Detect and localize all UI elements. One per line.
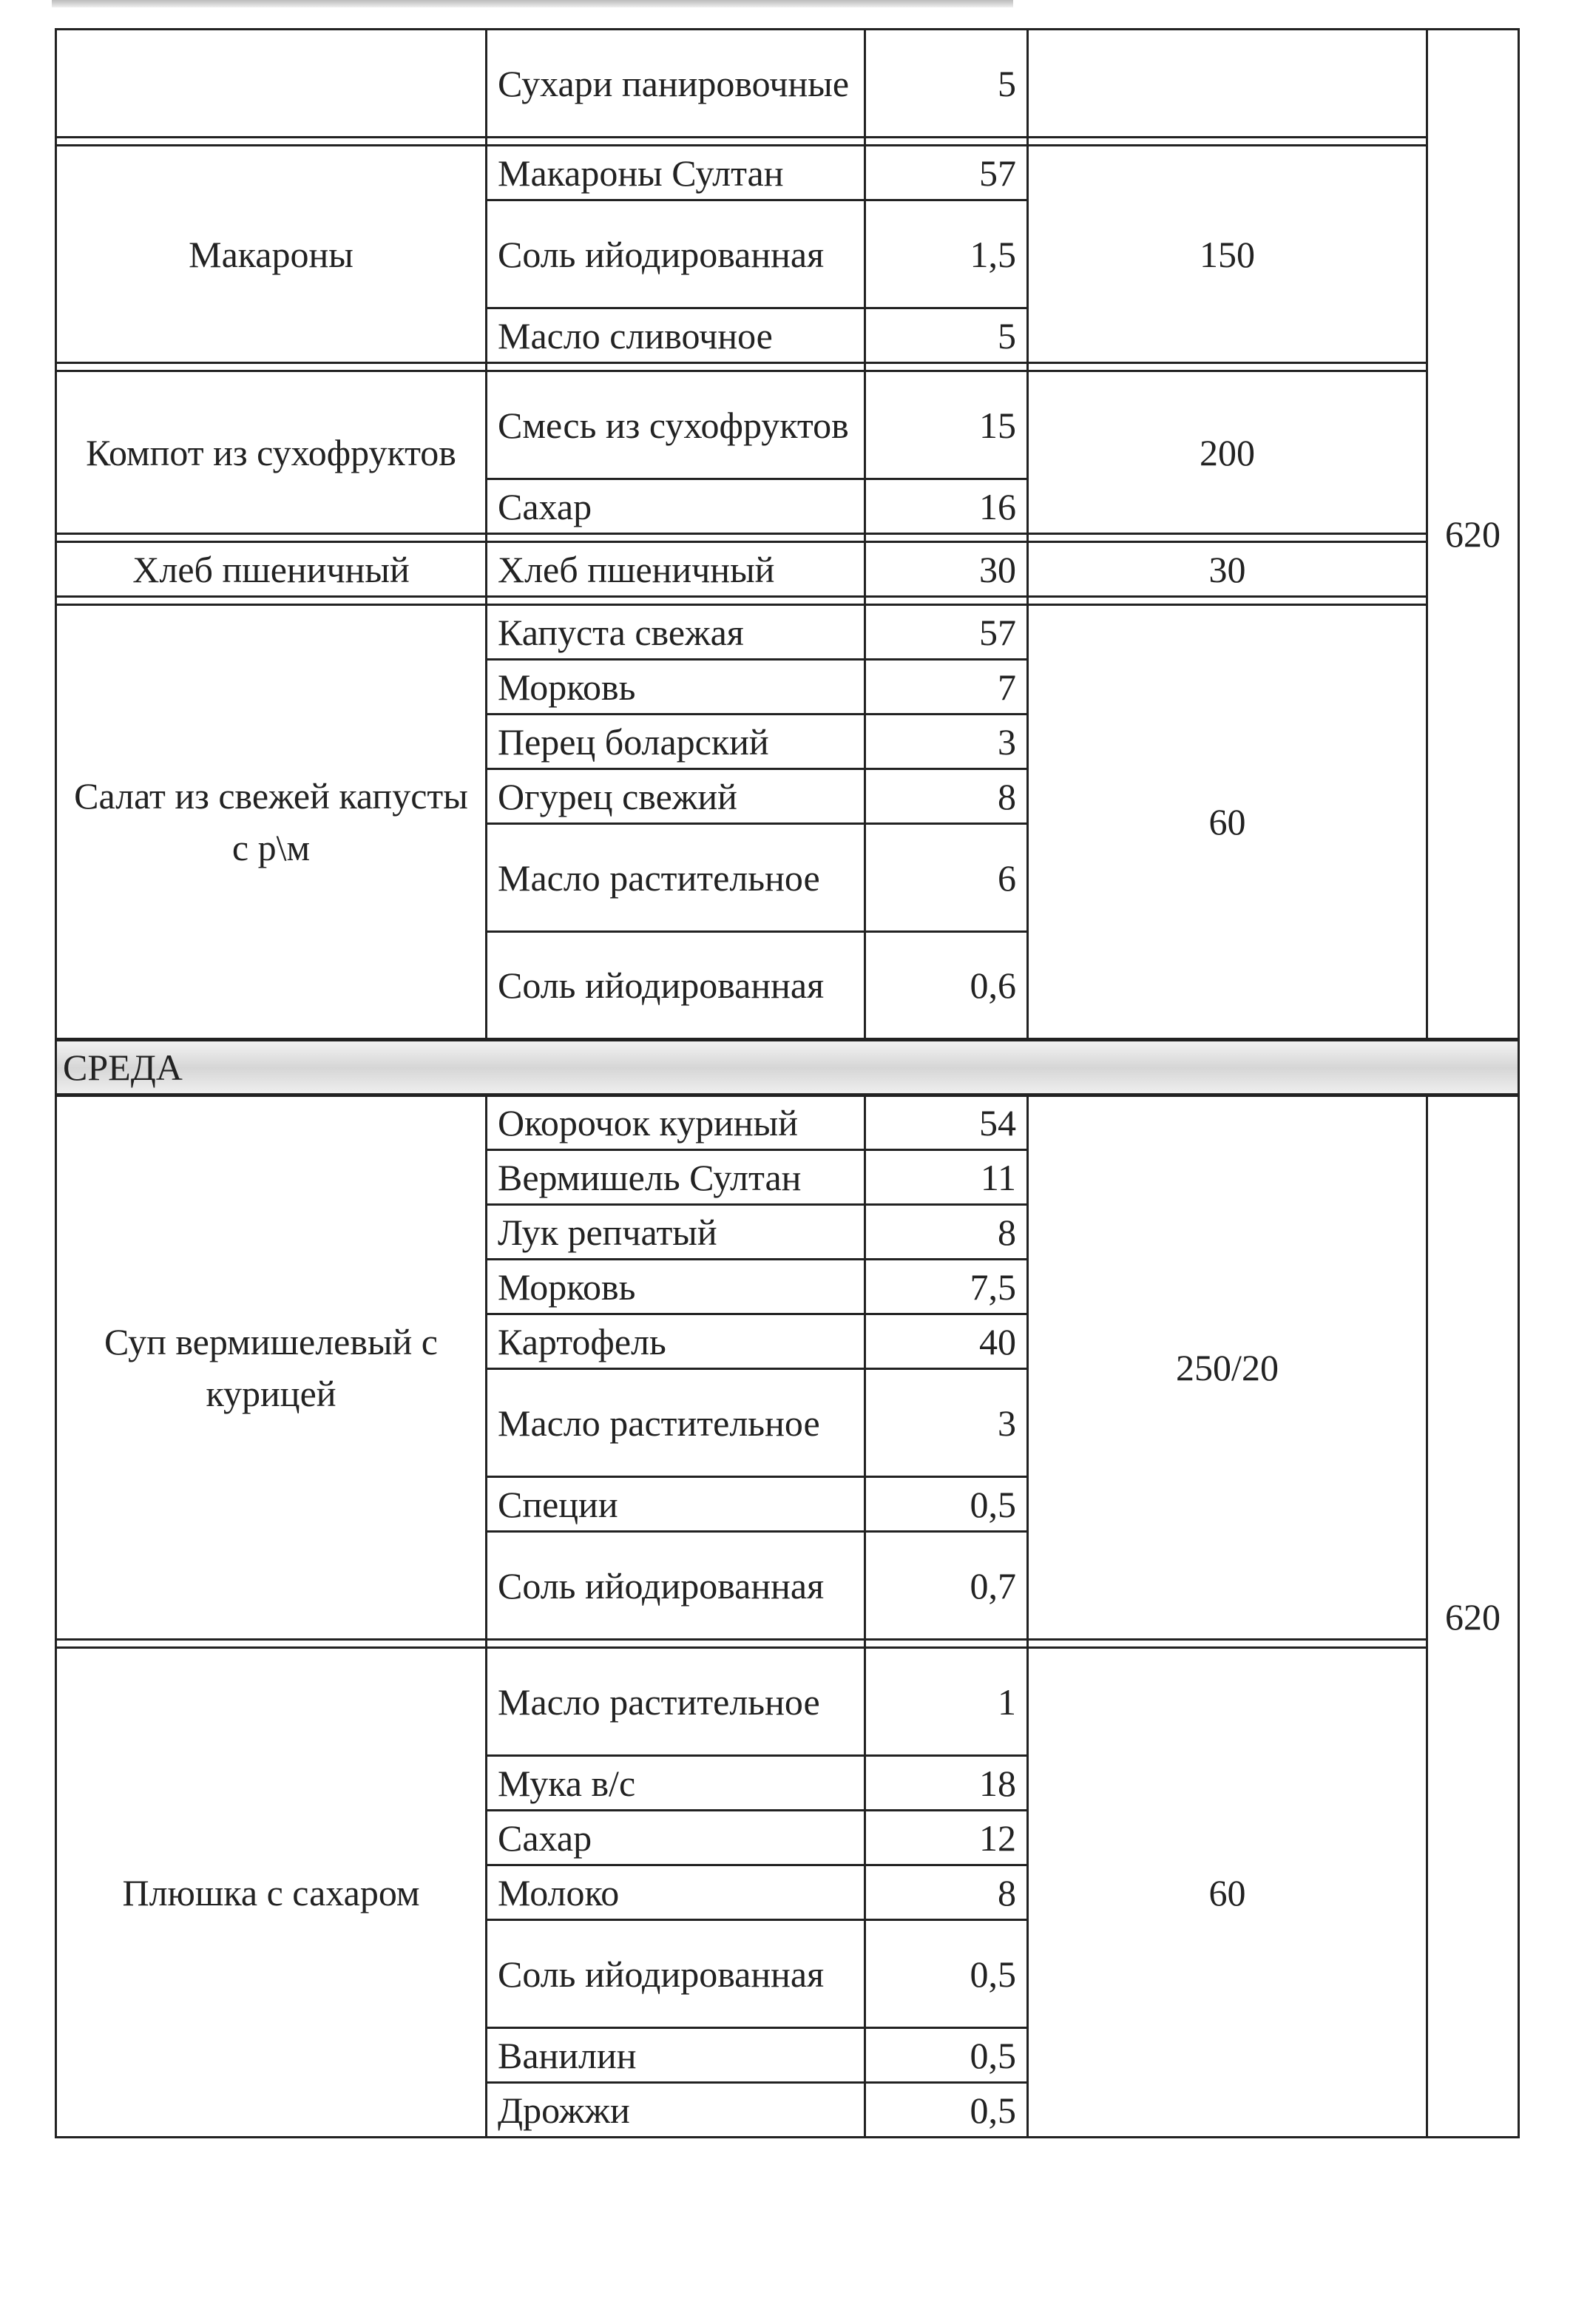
ingredient-cell: Окорочок куриный [487, 1095, 865, 1150]
output-cell: 60 [1028, 1648, 1427, 2138]
quantity-cell: 11 [865, 1150, 1028, 1205]
table-row [56, 542, 1519, 597]
ingredient-cell: Мука в/с [487, 1756, 865, 1811]
quantity-cell: 0,5 [865, 2083, 1028, 2138]
ingredient-cell: Специи [487, 1477, 865, 1532]
ingredient-cell: Соль ийодированная [487, 200, 865, 308]
table-row [56, 1095, 1519, 1150]
dish-name-cell [56, 30, 487, 138]
dish-separator [56, 138, 1519, 146]
separator-cell [1028, 534, 1427, 542]
scan-top-edge [52, 0, 1013, 7]
ingredient-cell: Сухари панировочные [487, 30, 865, 138]
dish-name-cell: Салат из свежей капусты с р\м [56, 605, 487, 1040]
separator-cell [865, 138, 1028, 146]
total-cell: 620 [1427, 1095, 1519, 2138]
quantity-cell: 0,6 [865, 932, 1028, 1040]
ingredient-cell: Масло сливочное [487, 308, 865, 363]
ingredient-cell: Соль ийодированная [487, 932, 865, 1040]
separator-cell [865, 363, 1028, 371]
ingredient-cell: Смесь из сухофруктов [487, 371, 865, 479]
quantity-cell: 1,5 [865, 200, 1028, 308]
quantity-cell: 15 [865, 371, 1028, 479]
output-cell: 30 [1028, 542, 1427, 597]
separator-cell [56, 363, 487, 371]
ingredient-cell: Масло растительное [487, 1648, 865, 1756]
ingredient-cell: Молоко [487, 1865, 865, 1920]
dish-name-cell: Суп вермишелевый с курицей [56, 1095, 487, 1640]
dish-separator [56, 363, 1519, 371]
ingredient-cell: Сахар [487, 479, 865, 534]
separator-cell [56, 597, 487, 605]
ingredient-cell: Сахар [487, 1811, 865, 1865]
ingredient-cell: Соль ийодированная [487, 1532, 865, 1640]
ingredient-cell: Ванилин [487, 2028, 865, 2083]
separator-cell [487, 138, 865, 146]
quantity-cell: 1 [865, 1648, 1028, 1756]
quantity-cell: 5 [865, 308, 1028, 363]
quantity-cell: 8 [865, 1205, 1028, 1260]
quantity-cell: 5 [865, 30, 1028, 138]
output-cell: 60 [1028, 605, 1427, 1040]
table-row [56, 605, 1519, 660]
quantity-cell: 57 [865, 146, 1028, 200]
menu-table [55, 28, 1520, 2138]
dish-name-cell: Плюшка с сахаром [56, 1648, 487, 2138]
table-row [56, 30, 1519, 138]
total-cell: 620 [1427, 30, 1519, 1040]
quantity-cell: 3 [865, 1369, 1028, 1477]
table-row [56, 371, 1519, 479]
quantity-cell: 8 [865, 1865, 1028, 1920]
separator-cell [865, 1640, 1028, 1648]
dish-separator [56, 534, 1519, 542]
menu-table-body [56, 30, 1519, 2138]
ingredient-cell: Хлеб пшеничный [487, 542, 865, 597]
dish-separator [56, 1640, 1519, 1648]
ingredient-cell: Морковь [487, 660, 865, 715]
ingredient-cell: Макароны Султан [487, 146, 865, 200]
quantity-cell: 18 [865, 1756, 1028, 1811]
quantity-cell: 0,5 [865, 1477, 1028, 1532]
separator-cell [56, 138, 487, 146]
quantity-cell: 54 [865, 1095, 1028, 1150]
ingredient-cell: Огурец свежий [487, 769, 865, 824]
separator-cell [1028, 138, 1427, 146]
table-row [56, 146, 1519, 200]
quantity-cell: 0,5 [865, 2028, 1028, 2083]
quantity-cell: 0,5 [865, 1920, 1028, 2028]
separator-cell [487, 1640, 865, 1648]
dish-separator [56, 597, 1519, 605]
separator-cell [1028, 1640, 1427, 1648]
dish-name-cell: Хлеб пшеничный [56, 542, 487, 597]
separator-cell [865, 597, 1028, 605]
day-heading-row [56, 1040, 1519, 1095]
separator-cell [865, 534, 1028, 542]
separator-cell [1028, 363, 1427, 371]
separator-cell [487, 363, 865, 371]
quantity-cell: 16 [865, 479, 1028, 534]
output-cell [1028, 30, 1427, 138]
separator-cell [487, 534, 865, 542]
quantity-cell: 7,5 [865, 1260, 1028, 1314]
quantity-cell: 30 [865, 542, 1028, 597]
ingredient-cell: Перец боларский [487, 715, 865, 769]
table-row [56, 1648, 1519, 1756]
ingredient-cell: Морковь [487, 1260, 865, 1314]
quantity-cell: 8 [865, 769, 1028, 824]
ingredient-cell: Масло растительное [487, 1369, 865, 1477]
quantity-cell: 3 [865, 715, 1028, 769]
output-cell: 150 [1028, 146, 1427, 363]
ingredient-cell: Соль ийодированная [487, 1920, 865, 2028]
ingredient-cell: Капуста свежая [487, 605, 865, 660]
ingredient-cell: Дрожжи [487, 2083, 865, 2138]
quantity-cell: 40 [865, 1314, 1028, 1369]
separator-cell [56, 534, 487, 542]
quantity-cell: 12 [865, 1811, 1028, 1865]
output-cell: 250/20 [1028, 1095, 1427, 1640]
output-cell: 200 [1028, 371, 1427, 534]
quantity-cell: 6 [865, 824, 1028, 932]
separator-cell [487, 597, 865, 605]
dish-name-cell: Компот из сухофруктов [56, 371, 487, 534]
ingredient-cell: Лук репчатый [487, 1205, 865, 1260]
separator-cell [1028, 597, 1427, 605]
ingredient-cell: Картофель [487, 1314, 865, 1369]
quantity-cell: 7 [865, 660, 1028, 715]
quantity-cell: 57 [865, 605, 1028, 660]
dish-name-cell: Макароны [56, 146, 487, 363]
quantity-cell: 0,7 [865, 1532, 1028, 1640]
ingredient-cell: Вермишель Султан [487, 1150, 865, 1205]
day-heading: СРЕДА [56, 1040, 1519, 1095]
ingredient-cell: Масло растительное [487, 824, 865, 932]
separator-cell [56, 1640, 487, 1648]
